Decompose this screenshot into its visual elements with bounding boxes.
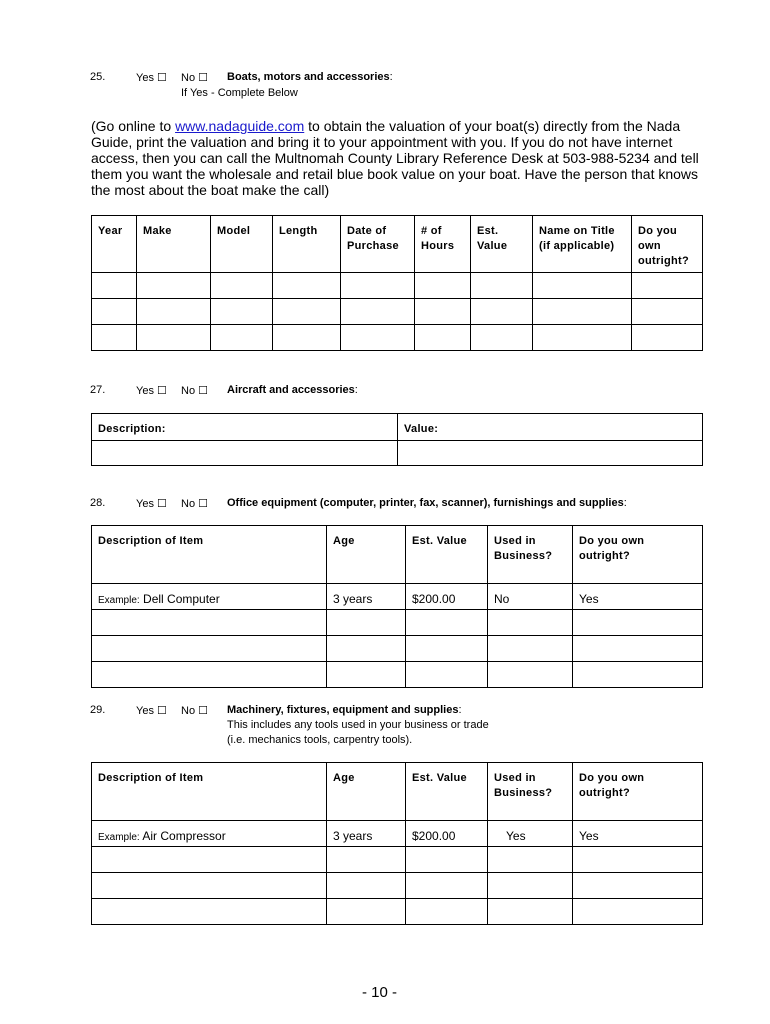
example-item: Air Compressor xyxy=(139,829,226,843)
example-value: $200.00 xyxy=(406,584,488,610)
q28-title xyxy=(227,497,627,509)
example-row xyxy=(92,821,703,847)
col-own-outright: Do you own outright? xyxy=(573,526,703,584)
table-row xyxy=(92,636,703,662)
q28-title-text: Office equipment (computer, printer, fax, scanner), furnishings and supplies xyxy=(227,497,624,509)
example-age: 3 years xyxy=(327,584,406,610)
example-age: 3 years xyxy=(327,821,406,847)
col-est-value: Est. Value xyxy=(406,763,488,821)
table-row xyxy=(92,273,703,299)
q27-title xyxy=(227,384,358,396)
q25-title-text: Boats, motors and accessories xyxy=(227,71,390,83)
machinery-table xyxy=(91,762,703,925)
example-row xyxy=(92,584,703,610)
q27-yes-checkbox[interactable]: Yes ☐ xyxy=(136,385,167,397)
q27-number: 27. xyxy=(90,384,106,396)
q29-title-text: Machinery, fixtures, equipment and supplies xyxy=(227,704,459,716)
q28-yes-checkbox[interactable]: Yes ☐ xyxy=(136,498,167,510)
col-description-of-item: Description of Item xyxy=(92,763,327,821)
q25-subtitle: If Yes - Complete Below xyxy=(181,87,298,99)
q27-title-text: Aircraft and accessories xyxy=(227,384,355,396)
q29-number: 29. xyxy=(90,704,106,716)
col-date-of-purchase: Date of Purchase xyxy=(341,216,415,273)
q25-yes-checkbox[interactable]: Yes ☐ xyxy=(136,72,167,84)
q29-title xyxy=(227,704,462,716)
example-item: Dell Computer xyxy=(139,592,220,606)
col-value: Value: xyxy=(398,414,703,441)
q27-no-checkbox[interactable]: No ☐ xyxy=(181,385,208,397)
example-value: $200.00 xyxy=(406,821,488,847)
col-length: Length xyxy=(273,216,341,273)
col-make: Make xyxy=(137,216,211,273)
col-own-outright: Do you own outright? xyxy=(573,763,703,821)
col-description-of-item: Description of Item xyxy=(92,526,327,584)
q25-instructions xyxy=(91,118,707,198)
table-row xyxy=(92,899,703,925)
table-row xyxy=(92,441,703,466)
col-used-in-business: Used in Business? xyxy=(488,763,573,821)
q25-title xyxy=(227,71,393,83)
q25-para-before: (Go online to xyxy=(91,118,176,134)
example-label: Example: xyxy=(98,832,140,843)
table-row xyxy=(92,873,703,899)
col-used-in-business: Used in Business? xyxy=(488,526,573,584)
col-hours: # of Hours xyxy=(415,216,471,273)
table-row xyxy=(92,610,703,636)
q28-no-checkbox[interactable]: No ☐ xyxy=(181,498,208,510)
table-row xyxy=(92,662,703,688)
example-used: No xyxy=(488,584,573,610)
example-own: Yes xyxy=(573,584,703,610)
q29-no-checkbox[interactable]: No ☐ xyxy=(181,705,208,717)
table-row xyxy=(92,299,703,325)
q25-no-checkbox[interactable]: No ☐ xyxy=(181,72,208,84)
col-model: Model xyxy=(211,216,273,273)
q27-colon: : xyxy=(354,384,358,396)
q29-subtitle-2: (i.e. mechanics tools, carpentry tools). xyxy=(227,734,413,746)
col-year: Year xyxy=(92,216,137,273)
aircraft-table xyxy=(91,413,703,466)
q29-yes-checkbox[interactable]: Yes ☐ xyxy=(136,705,167,717)
nadaguide-link[interactable]: www.nadaguide.com xyxy=(175,118,305,134)
col-age: Age xyxy=(327,763,406,821)
q29-subtitle-1: This includes any tools used in your business or trade xyxy=(227,719,489,731)
example-label: Example: xyxy=(98,595,140,606)
col-est-value: Est. Value xyxy=(406,526,488,584)
example-used: Yes xyxy=(488,821,573,847)
q25-para-after: to obtain the valuation of your boat(s) directly from the Nada Guide, print the valuation and bring it to your appointment with you. If you do not have internet access, then you can call the Multnomah County Library Reference Desk at 503-988-5234 and tell them you want the wholesale and retail blue book value on your boat. Have the person that knows the most about the boat make the call) xyxy=(91,118,699,198)
col-description: Description: xyxy=(92,414,398,441)
col-name-on-title: Name on Title (if applicable) xyxy=(533,216,632,273)
q25-number: 25. xyxy=(90,71,106,83)
q29-colon: : xyxy=(458,704,462,716)
table-row xyxy=(92,325,703,351)
col-est-value: Est. Value xyxy=(471,216,533,273)
table-row xyxy=(92,847,703,873)
col-age: Age xyxy=(327,526,406,584)
example-own: Yes xyxy=(573,821,703,847)
boats-table xyxy=(91,215,703,351)
q28-colon: : xyxy=(623,497,627,509)
page-number: - 10 - xyxy=(362,984,398,1001)
q28-number: 28. xyxy=(90,497,106,509)
col-own-outright: Do you own outright? xyxy=(632,216,703,273)
office-equipment-table xyxy=(91,525,703,688)
q25-colon: : xyxy=(389,71,393,83)
